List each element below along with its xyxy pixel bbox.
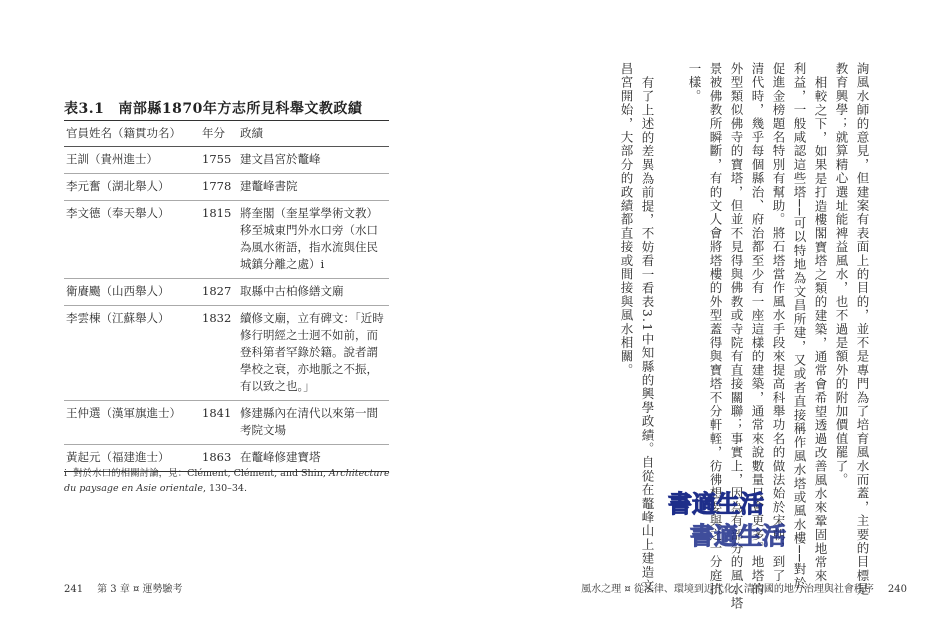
text-column: 利益，一般咸認這些塔──可以特地為文昌所建，又或者直接稱作風水塔或風水樓──對於 — [792, 62, 807, 591]
header-year: 年分 — [202, 126, 225, 140]
cell-official: 李文德（奉天舉人） — [66, 206, 170, 220]
cell-achievement: 修建縣內在清代以來第一間考院文場 — [240, 406, 378, 437]
left-running-head: 第 3 章 ¤ 運勢驗考 — [97, 584, 183, 595]
cell-achievement: 建鼇峰書院 — [240, 179, 298, 193]
cell-official: 王仲選（漢軍旗進士） — [66, 406, 181, 420]
text-column: 景被佛教所瞬斷，有的文人會將塔樓的外型蓋得與寶塔不分軒輊，彷彿想要與之一分庭抗 — [708, 62, 723, 597]
achievements-table — [64, 120, 389, 472]
table-caption: 南部縣1870年方志所見科舉文教政績 — [118, 101, 363, 117]
text-column: 昌宮開始，大部分的政績都直接或間接與風水相關。 — [619, 62, 634, 378]
text-column: 一樣。 — [687, 62, 702, 104]
cell-achievement: 將奎閣（奎星掌學術文教）移至城東門外水口旁（水口為風水術語，指水流與住民城鎮分離之處）i — [240, 206, 378, 271]
cell-year: 1755 — [202, 152, 232, 166]
text-column: 清代時，幾乎每個縣治、府治都至少有一座這樣的建築，通常來說數量只會更多。地塔的 — [750, 62, 765, 597]
cell-official: 黃起元（福建進士） — [66, 450, 170, 464]
table-body — [64, 147, 389, 471]
cell-official: 李元奮（湖北舉人） — [66, 179, 170, 193]
table-row — [64, 147, 389, 174]
cell-year: 1841 — [202, 406, 232, 420]
text-column: 促進金榜題名特別有幫助。將石塔當作風水手段來提高科舉功名的做法始於宋朝，到了 — [771, 62, 786, 583]
cell-achievement: 在鼇峰修建寶塔 — [240, 450, 321, 464]
watermark-text: 書適生活 — [668, 490, 764, 518]
footnote-book-title: Architecture du paysage en Asie orientale — [64, 468, 390, 494]
cell-achievement: 建文昌宮於鼇峰 — [240, 152, 321, 166]
cell-year: 1832 — [202, 311, 232, 325]
cell-official: 李雲棟（江蘇舉人） — [66, 311, 170, 325]
table-row — [64, 306, 389, 401]
text-column: 相較之下，如果是打造樓閣寶塔之類的建築，通常會希望透過改善風水來鞏固地常來 — [813, 76, 828, 583]
cell-achievement: 取縣中古柏修繕文廟 — [240, 284, 344, 298]
right-page-number: 240 — [887, 584, 907, 595]
footnote-marker: i — [64, 468, 68, 479]
watermark-logo — [668, 484, 798, 554]
left-folio — [64, 580, 183, 595]
text-column: 外型類似佛寺的寶塔，但並不見得與佛教或寺院有直接關聯；事實上，因為有部分的風水塔 — [729, 62, 744, 610]
header-official: 官員姓名（籍貫功名） — [66, 126, 181, 140]
table-number: 表3.1 — [64, 101, 105, 117]
cell-year: 1778 — [202, 179, 232, 193]
text-column: 有了上述的差異為前提，不妨看一看表3.1中知縣的興學政績。自從在鼇峰山上建造文 — [640, 76, 655, 593]
table-row — [64, 279, 389, 306]
text-column: 教育興學；就算精心選址能裨益風水，也不過是額外的附加價值罷了。 — [834, 62, 849, 487]
header-achievement: 政績 — [240, 126, 263, 140]
left-page-number: 241 — [64, 584, 84, 595]
cell-achievement: 續修文廟，立有碑文：「近時修行明經之士迥不如前，而登科第者罕錄於籍。說者謂學校之衰，亦地脈之不振，有以致之也。」 — [240, 311, 384, 393]
footnote — [64, 466, 394, 496]
footnote-text: 對於水口的相關討論，見：Clément, Clément, and Shin, — [73, 468, 329, 479]
right-folio — [581, 580, 907, 595]
table-title — [64, 98, 362, 118]
table-header-row — [64, 121, 389, 146]
table-row — [64, 201, 389, 279]
table-row — [64, 401, 389, 445]
cell-official: 衛賡颺（山西舉人） — [66, 284, 170, 298]
text-column: 詢風水師的意見，但建案有表面上的目的，並不是專門為了培育風水而蓋，主要的目標是 — [855, 62, 870, 597]
footnote-pages: , 130–34. — [202, 483, 247, 494]
cell-year: 1827 — [202, 284, 232, 298]
cell-official: 王訓（貴州進士） — [66, 152, 158, 166]
right-running-head: 風水之理 ¤ 從法律、環境到近代化，清帝國的地方治理與社會秩序 — [581, 584, 874, 595]
left-page — [0, 0, 470, 637]
cell-year: 1863 — [202, 450, 232, 464]
watermark-text-shadow: 書適生活 — [690, 522, 786, 550]
table-row — [64, 174, 389, 201]
cell-year: 1815 — [202, 206, 232, 220]
